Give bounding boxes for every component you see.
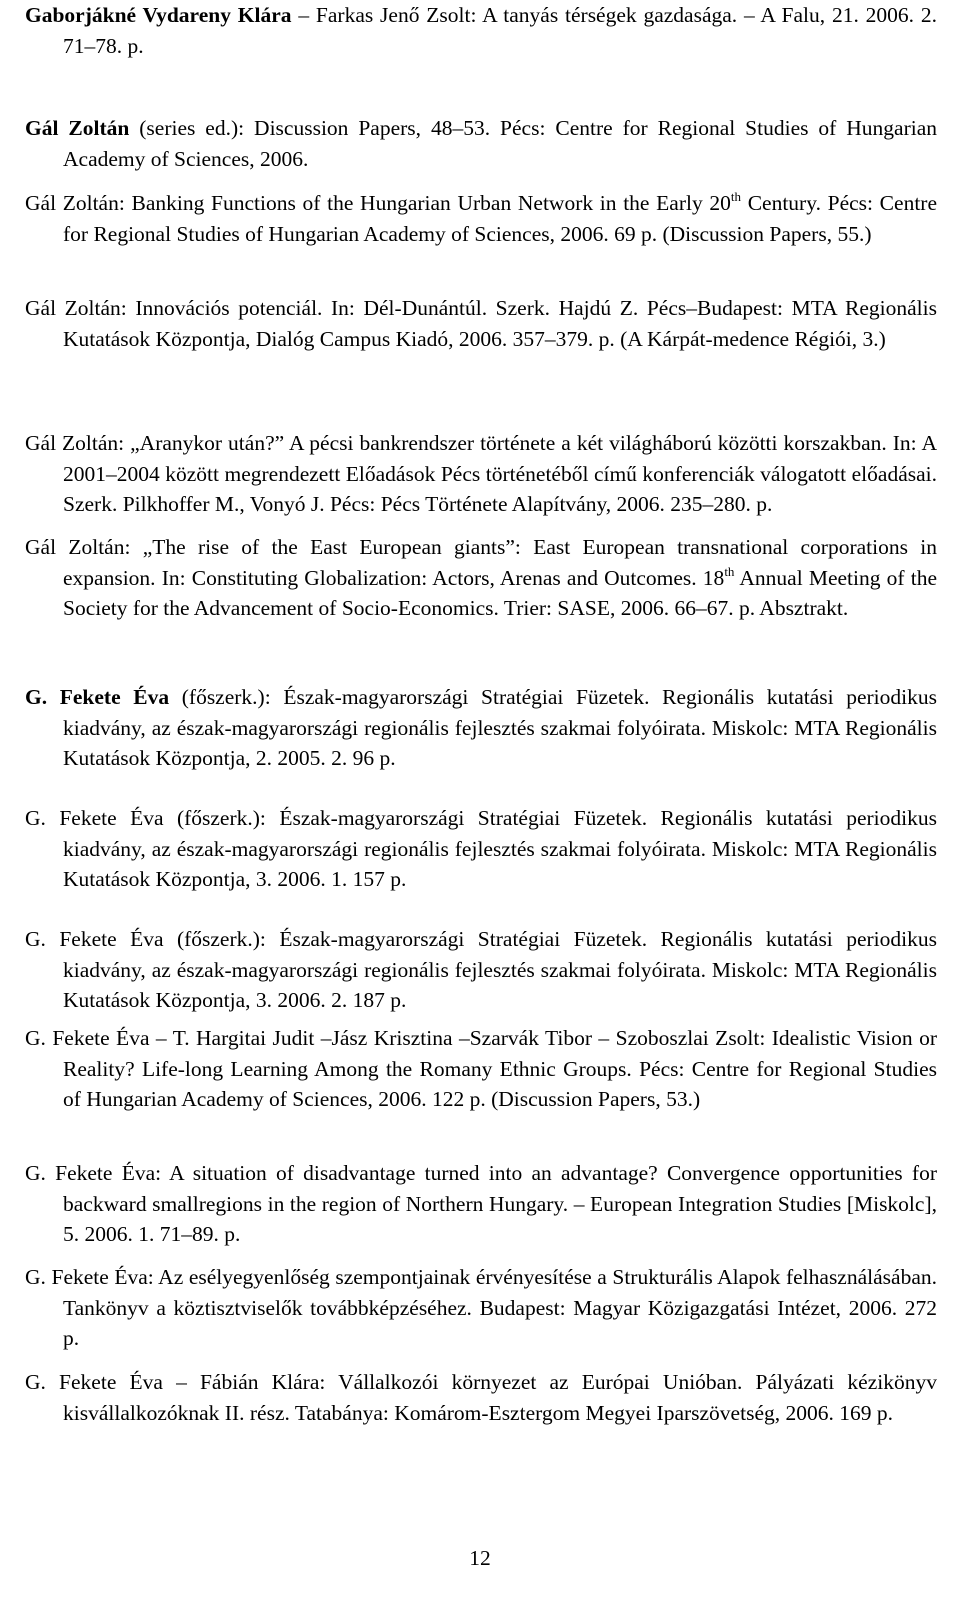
reference-entry (25, 293, 937, 354)
reference-text: Gál Zoltán: Banking Functions of the Hungarian Urban Network in the Early 20 (25, 191, 731, 215)
reference-text: Gál Zoltán: Innovációs potenciál. In: Dél-Dunántúl. Szerk. Hajdú Z. Pécs–Budapest: MTA Regionális Kutatások Központja, Dialóg Campus Kiadó, 2006. 357–379. p. (A Kárpát-medence Régiói, 3.) (25, 296, 937, 351)
reference-author: G. Fekete Éva (25, 685, 170, 709)
reference-text: G. Fekete Éva (főszerk.): Észak-magyarországi Stratégiai Füzetek. Regionális kutatási periodikus kiadvány, az észak-magyarországi regionális fejlesztés szakmai folyóirata. Miskolc: MTA Regionális Kutatások Központja, 3. 2006. 1. 157 p. (25, 806, 937, 891)
reference-text: G. Fekete Éva – Fábián Klára: Vállalkozói környezet az Európai Unióban. Pályázati kézikönyv kisvállalkozóknak II. rész. Tatabánya: Komárom-Esztergom Megyei Iparszövetség, 2006. 169 p. (25, 1370, 937, 1425)
superscript: th (730, 189, 742, 204)
reference-author: Gaborjákné Vydareny Klára (25, 3, 292, 27)
reference-entry (25, 1023, 937, 1115)
reference-text: (series ed.): Discussion Papers, 48–53. Pécs: Centre for Regional Studies of Hungarian Academy of Sciences, 2006. (63, 116, 938, 171)
reference-text: Gál Zoltán: „The rise of the East European giants”: East European transnational corporations in expansion. In: Constituting Globalization: Actors, Arenas and Outcomes. 18 (25, 535, 937, 590)
reference-entry (25, 0, 937, 61)
reference-author: Gál Zoltán (25, 116, 130, 140)
reference-entry (25, 1262, 937, 1354)
reference-entry (25, 113, 937, 174)
reference-entry (25, 1367, 937, 1428)
reference-entry (25, 682, 937, 774)
reference-text: Annual Meeting of the Society for the Advancement of Socio-Economics. Trier: SASE, 2006. 66–67. p. Absztrakt. (63, 565, 937, 620)
reference-text: (főszerk.): Észak-magyarországi Stratégiai Füzetek. Regionális kutatási periodikus kiadvány, az észak-magyarországi regionális fejlesztés szakmai folyóirata. Miskolc: MTA Regionális Kutatások Központja, 2. 2005. 2. 96 p. (63, 685, 937, 770)
reference-entry (25, 428, 937, 520)
reference-text: Gál Zoltán: „Aranykor után?” A pécsi bankrendszer története a két világháború közötti korszakban. In: A 2001–2004 között megrendezett Előadások Pécs történetéből című konferenciák válogatott előadásai. Szerk. Pilkhoffer M., Vonyó J. Pécs: Pécs Története Alapítvány, 2006. 235–280. p. (25, 431, 937, 516)
reference-entry (25, 803, 937, 895)
superscript: th (724, 563, 735, 579)
page-number: 12 (469, 1546, 491, 1570)
reference-entry (25, 924, 937, 1016)
reference-text: Century. Pécs: Centre for Regional Studies of Hungarian Academy of Sciences, 2006. 69 p. (Discussion Papers, 55.) (63, 191, 937, 246)
reference-text: G. Fekete Éva (főszerk.): Észak-magyarországi Stratégiai Füzetek. Regionális kutatási periodikus kiadvány, az észak-magyarországi regionális fejlesztés szakmai folyóirata. Miskolc: MTA Regionális Kutatások Központja, 3. 2006. 2. 187 p. (25, 927, 937, 1012)
reference-entry (25, 1158, 937, 1250)
reference-text: G. Fekete Éva: Az esélyegyenlőség szempontjainak érvényesítése a Strukturális Alapok felhasználásában. Tankönyv a köztisztviselők továbbképzéséhez. Budapest: Magyar Közigazgatási Intézet, 2006. 272 p. (25, 1265, 937, 1350)
reference-text: – Farkas Jenő Zsolt: A tanyás térségek gazdasága. – A Falu, 21. 2006. 2. 71–78. p. (63, 3, 937, 58)
reference-entry (25, 532, 937, 624)
reference-entry (25, 188, 937, 249)
reference-text: G. Fekete Éva – T. Hargitai Judit –Jász Krisztina –Szarvák Tibor – Szoboszlai Zsolt: Idealistic Vision or Reality? Life-long Learning Among the Romany Ethnic Groups. Pécs: Centre for Regional Studies of Hungarian Academy of Sciences, 2006. 122 p. (Discussion Papers, 53.) (25, 1026, 937, 1111)
reference-text: G. Fekete Éva: A situation of disadvantage turned into an advantage? Convergence opportunities for backward smallregions in the region of Northern Hungary. – European Integration Studies [Miskolc], 5. 2006. 1. 71–89. p. (25, 1161, 937, 1246)
